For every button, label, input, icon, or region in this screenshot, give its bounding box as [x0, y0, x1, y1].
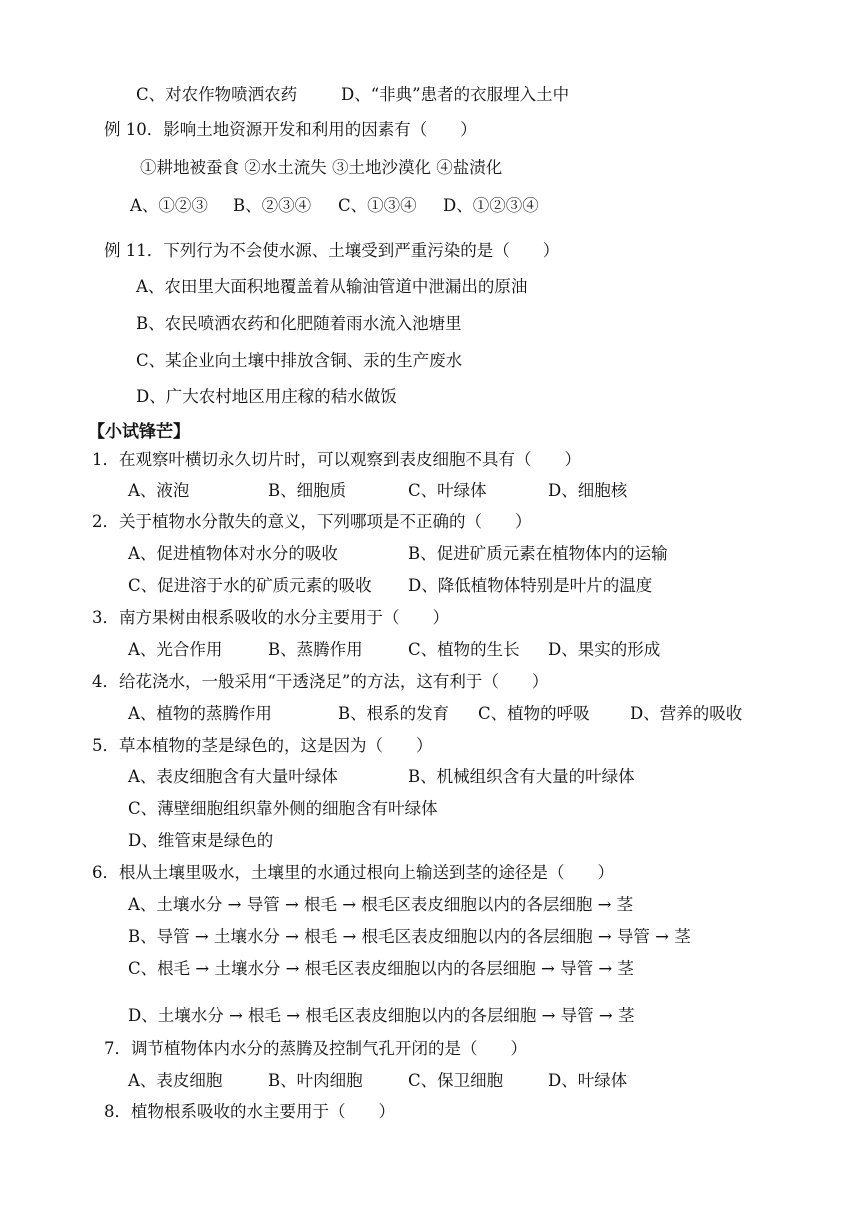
- q1-option-c: C、叶绿体: [408, 481, 487, 500]
- ex11-option-a: A、农田里大面积地覆盖着从输油管道中泄漏出的原油: [136, 277, 528, 296]
- ex10-option-d: D、①②③④: [443, 196, 539, 215]
- ex10-option-b: B、②③④: [233, 196, 312, 215]
- q4-question: 4．给花浇水，一般采用“干透浇足”的方法，这有利于（ ）: [92, 672, 549, 691]
- q5-option-d: D、维管束是绿色的: [128, 831, 274, 850]
- q3-option-a: A、光合作用: [128, 640, 223, 659]
- ex10-question: 例 10．影响土地资源开发和利用的因素有（ ）: [104, 120, 477, 139]
- q7-option-b: B、叶肉细胞: [268, 1071, 363, 1090]
- ex9-option-c: C、对农作物喷洒农药: [136, 85, 298, 104]
- q5-option-a: A、表皮细胞含有大量叶绿体: [128, 767, 338, 786]
- q3-option-c: C、植物的生长: [408, 640, 520, 659]
- ex10-option-c: C、①③④: [338, 196, 417, 215]
- q5-option-b: B、机械组织含有大量的叶绿体: [408, 767, 635, 786]
- q2-option-b: B、促进矿质元素在植物体内的运输: [408, 544, 668, 563]
- ex9-option-d: D、“非典”患者的衣服埋入土中: [341, 85, 570, 104]
- q6-option-a: A、土壤水分 → 导管 → 根毛 → 根毛区表皮细胞以内的各层细胞 → 茎: [128, 895, 634, 914]
- q2-option-c: C、促进溶于水的矿质元素的吸收: [128, 576, 372, 595]
- q6-option-d: D、土壤水分 → 根毛 → 根毛区表皮细胞以内的各层细胞 → 导管 → 茎: [128, 1006, 635, 1025]
- ex11-option-b: B、农民喷洒农药和化肥随着雨水流入池塘里: [136, 314, 462, 333]
- ex11-option-c: C、某企业向土壤中排放含铜、汞的生产废水: [136, 351, 463, 370]
- q4-option-d: D、营养的吸收: [630, 704, 743, 723]
- q5-option-c: C、薄壁细胞组织靠外侧的细胞含有叶绿体: [128, 799, 438, 818]
- q7-option-d: D、叶绿体: [548, 1071, 628, 1090]
- q6-option-c: C、根毛 → 土壤水分 → 根毛区表皮细胞以内的各层细胞 → 导管 → 茎: [128, 959, 634, 978]
- q2-question: 2．关于植物水分散失的意义，下列哪项是不正确的（ ）: [92, 512, 532, 531]
- ex11-question: 例 11．下列行为不会使水源、土壤受到严重污染的是（ ）: [104, 241, 560, 260]
- ex10-option-a: A、①②③: [130, 196, 208, 215]
- q4-option-c: C、植物的呼吸: [478, 704, 590, 723]
- q3-option-d: D、果实的形成: [548, 640, 661, 659]
- q6-option-b: B、导管 → 土壤水分 → 根毛 → 根毛区表皮细胞以内的各层细胞 → 导管 → 茎: [128, 927, 691, 946]
- q3-question: 3．南方果树由根系吸收的水分主要用于（ ）: [92, 608, 449, 627]
- q1-question: 1．在观察叶横切永久切片时，可以观察到表皮细胞不具有（ ）: [92, 450, 581, 469]
- q3-option-b: B、蒸腾作用: [268, 640, 363, 659]
- q2-option-a: A、促进植物体对水分的吸收: [128, 544, 338, 563]
- q2-option-d: D、降低植物体特别是叶片的温度: [408, 576, 653, 595]
- q4-option-b: B、根系的发育: [338, 704, 450, 723]
- q4-option-a: A、植物的蒸腾作用: [128, 704, 272, 723]
- q8-question: 8．植物根系吸收的水主要用于（ ）: [104, 1102, 395, 1121]
- q5-question: 5．草本植物的茎是绿色的，这是因为（ ）: [92, 736, 433, 755]
- section-heading: 【小试锋芒】: [88, 422, 190, 442]
- q7-option-c: C、保卫细胞: [408, 1071, 504, 1090]
- ex11-option-d: D、广大农村地区用庄稼的秸水做饭: [136, 387, 397, 406]
- ex10-statements: ①耕地被蚕食 ②水土流失 ③土地沙漠化 ④盐渍化: [140, 158, 503, 177]
- q1-option-b: B、细胞质: [268, 481, 347, 500]
- q1-option-d: D、细胞核: [548, 481, 628, 500]
- q7-option-a: A、表皮细胞: [128, 1071, 223, 1090]
- q6-question: 6．根从土壤里吸水，土壤里的水通过根向上输送到茎的途径是（ ）: [92, 863, 614, 882]
- q1-option-a: A、液泡: [128, 481, 190, 500]
- q7-question: 7．调节植物体内水分的蒸腾及控制气孔开闭的是（ ）: [104, 1039, 527, 1058]
